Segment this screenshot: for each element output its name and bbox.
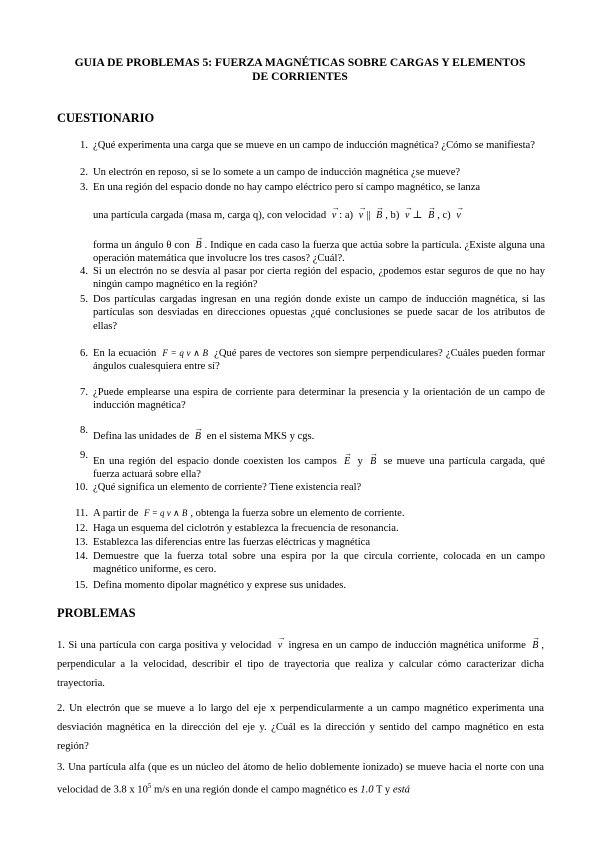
title-line-1: GUIA DE PROBLEMAS 5: FUERZA MAGNÉTICAS SOBRE CARGAS Y ELEMENTOS [74,56,526,69]
problem-1: 1. Si una partícula con carga positiva y velocidad → v ingresa en un campo de inducción magnética uniforme → B , perpendicular a la velocidad, describir el tipo de trayectoria que realiza y calcular cómo caracterizar dicha trayectoria. [57,630,544,693]
question-7: 7. ¿Puede emplearse una espira de corriente para determinar la presencia y la orientación de un campo de inducción magnética? [80,387,545,412]
question-11: 11. A partir de F = q v ∧ B , obtenga la fuerza sobre un elemento de corriente. [75,508,405,519]
question-14: 14. Demuestre que la fuerza total sobre una espira por la que circula corriente, colocada en un campo magnético uniforme, es cero. [74,551,545,576]
title-line-2: DE CORRIENTES [252,70,348,83]
problem-2: 2. Un electrón que se mueve a lo largo del eje x perpendicularmente a un campo magnético experimenta una desviación magnética en la dirección del eje y. ¿Cuál es la dirección y sentido del campo magnético en esta región? [57,703,544,752]
question-6: 6. En la ecuación F = q v ∧ B ¿Qué pares de vectores son siempre perpendiculares? ¿Cuáles pueden formar ángulos cualesquiera entre sí? [80,348,546,373]
question-13: 13. Establezca las diferencias entre las fuerzas eléctricas y magnética [74,537,371,548]
question-10: 10. ¿Qué significa un elemento de corriente? Tiene existencia real? [74,482,362,493]
document-title [50,56,550,84]
question-2: 2. Un electrón en reposo, si se lo somete a un campo de inducción magnética ¿se mueve? [80,167,461,178]
lorentz-equation: F = q v ∧ B [162,348,209,358]
question-5: 5. Dos partículas cargadas ingresan en una región donde existe un campo de inducción magnética, si las partículas son desviadas en direcciones opuestas ¿qué conclusiones se puede sacar de los atributos de ellas? [80,294,545,332]
problemas-heading: PROBLEMAS [57,606,136,620]
question-1: 1. ¿Qué experimenta una carga que se mueve en un campo de inducción magnética? ¿Cómo se manifiesta? [80,140,535,151]
question-3: 3. En una región del espacio donde no hay campo eléctrico pero sí campo magnético, se lanza una partícula cargada (masa m, carga q), con velocidad → v : a) → v || → B , b) → v ⊥ → B , c) → v forma un ángulo θ con → B . Indique en cada caso la fuerza que actúa sobre la partícula. ¿Existe alguna una operación matemática que involucre los tres casos? ¿Cuál?. [72,181,545,266]
cuestionario-heading: CUESTIONARIO [57,111,155,125]
question-8: 8. Defina las unidades de → B en el sistema MKS y cgs. [72,424,545,443]
problem-3: 3. Una partícula alfa (que es un núcleo del átomo de helio doblemente ionizado) se mueve hacia el norte con una velocidad de 3.8 x $10^5$ m/s en una región donde el campo magnético es 1.0 T y está [57,762,544,796]
question-15: 15. Defina momento dipolar magnético y exprese sus unidades. [74,580,347,591]
question-12: 12. Haga un esquema del ciclotrón y establezca la frecuencia de resonancia. [74,523,399,534]
question-4: 4. Si un electrón no se desvía al pasar por cierta región del espacio, ¿podemos estar seguros de que no hay ningún campo magnético en la región? [80,266,545,291]
question-9: 9. En una región del espacio donde coexisten los campos → E y → B se mueve una partícula cargada, qué fuerza actuará sobre ella? [72,449,545,482]
